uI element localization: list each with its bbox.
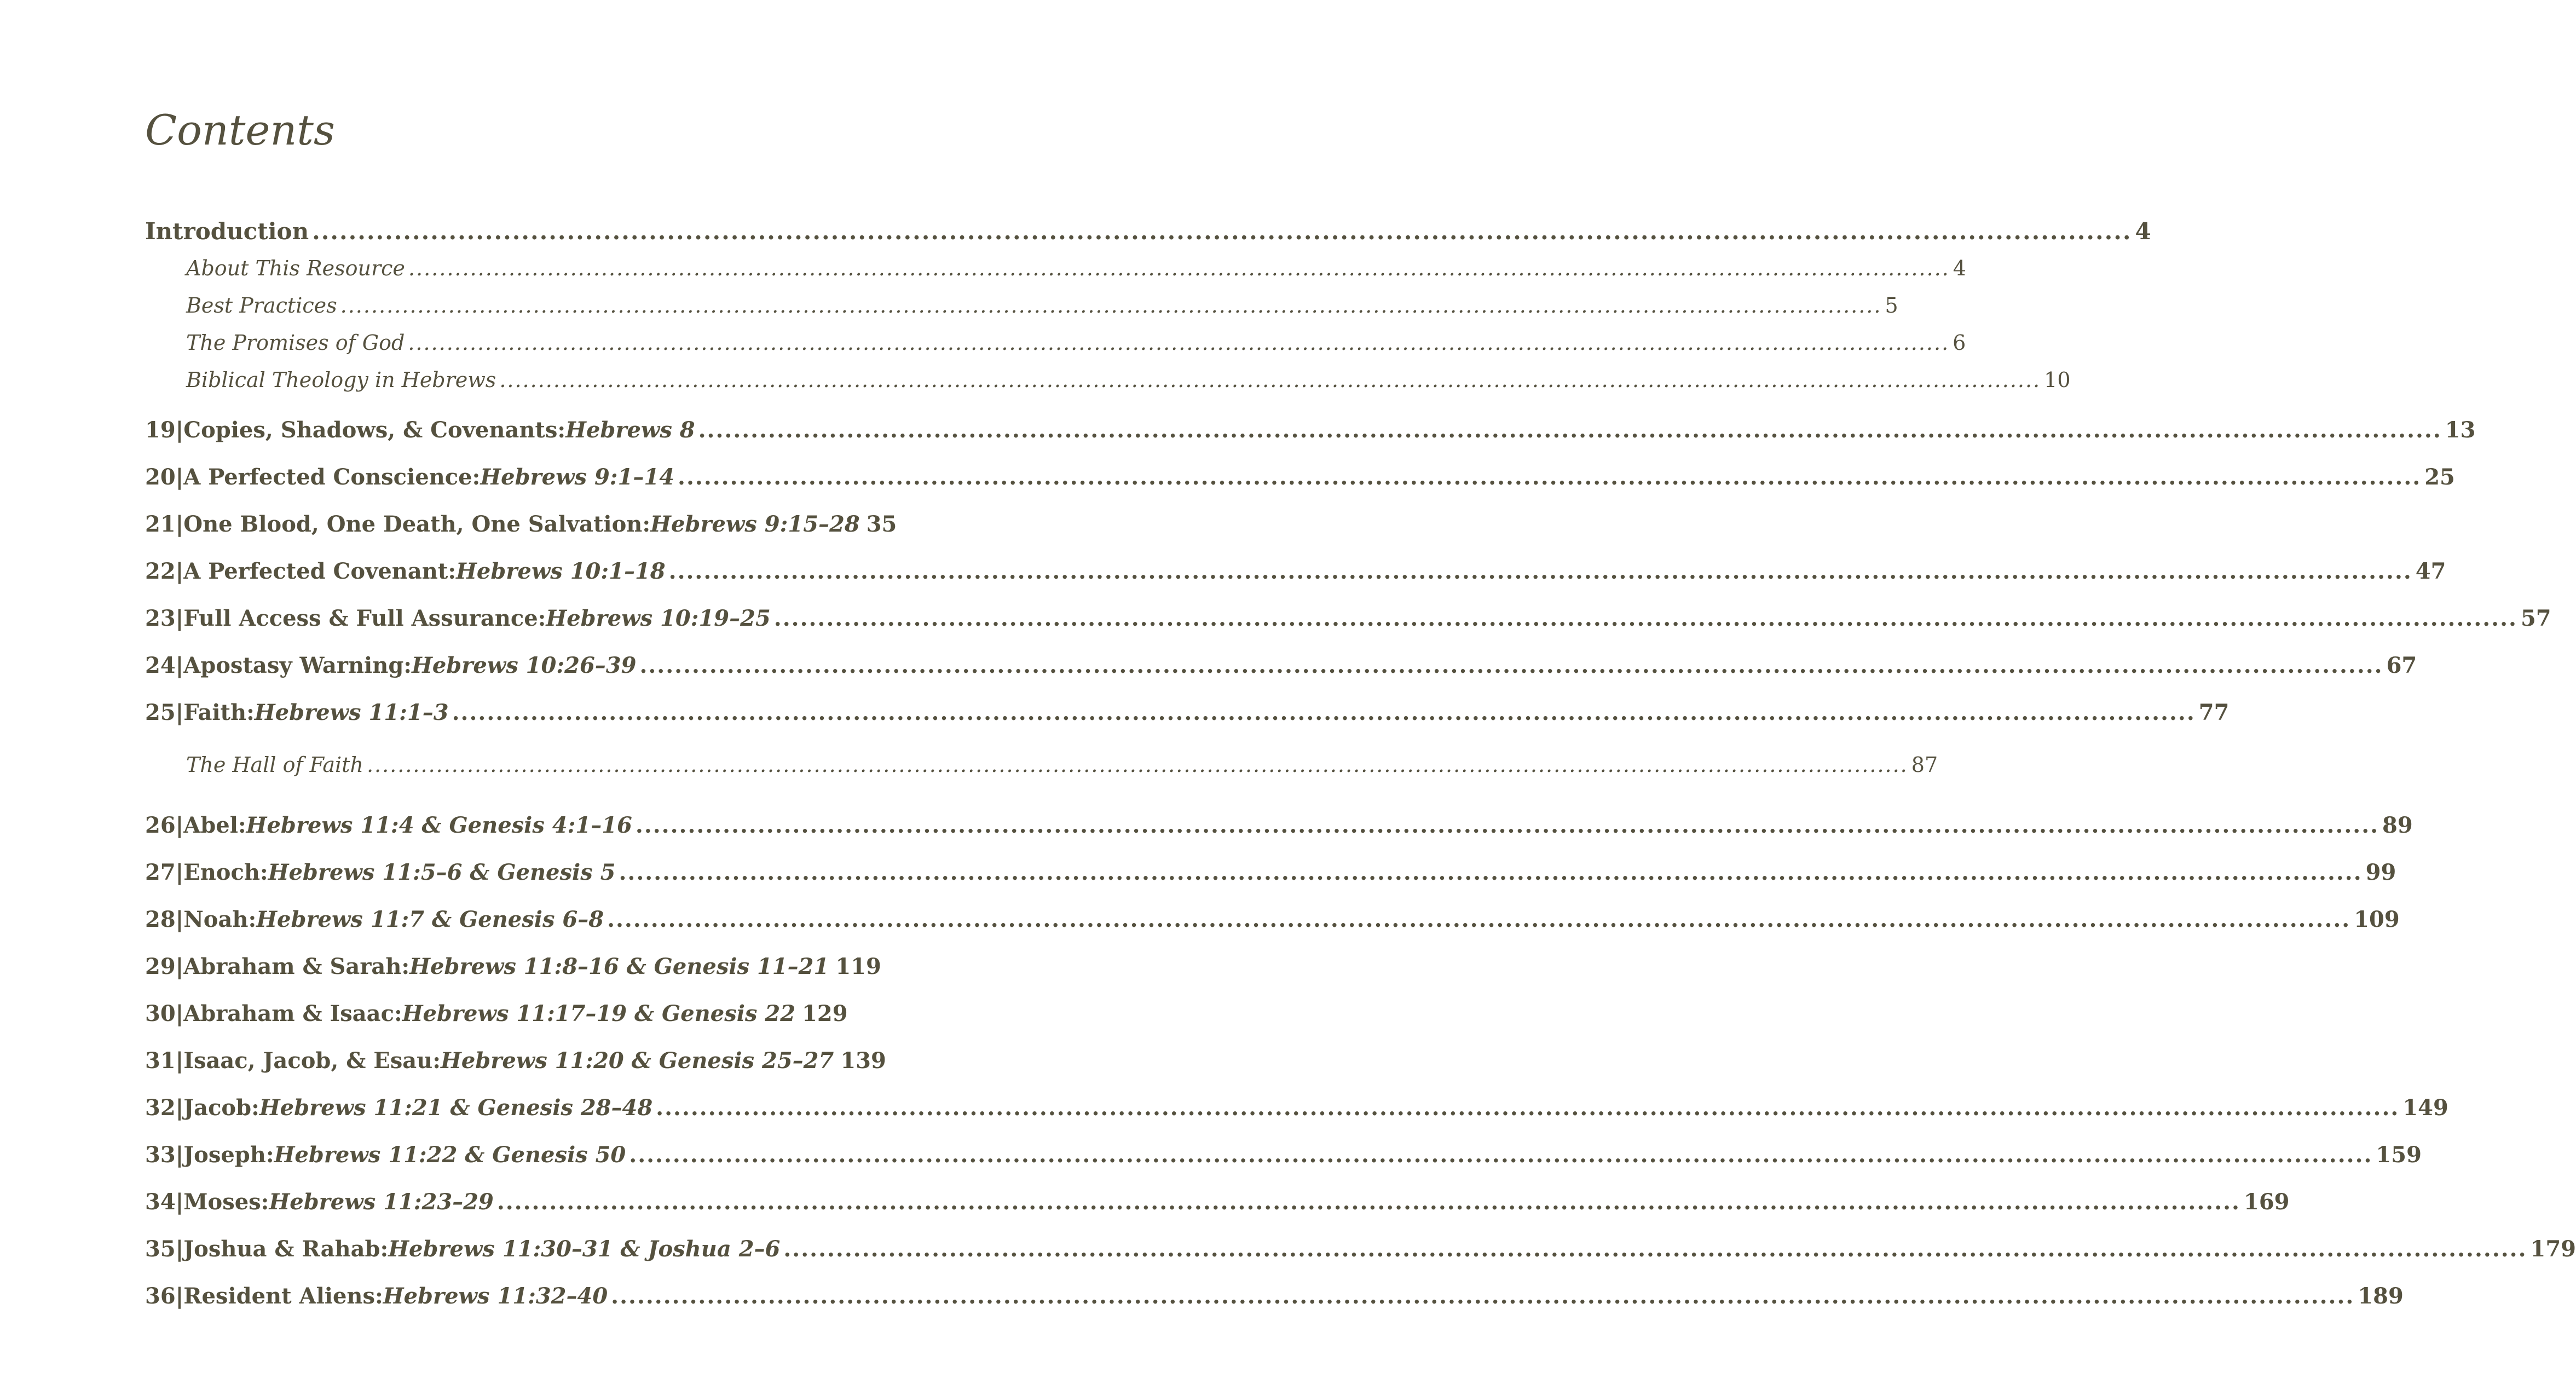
toc-page-number: 129 (802, 1001, 848, 1026)
dot-leader (629, 1142, 2372, 1168)
lesson-number: 31 (145, 1048, 176, 1074)
toc-page-number: 4 (1953, 256, 1966, 280)
toc-page-number: 169 (2243, 1189, 2290, 1215)
lesson-reference: Hebrews 11:22 & Genesis 50 (274, 1142, 626, 1168)
lesson-number: 20 (145, 464, 176, 490)
toc-lesson-entry[interactable] (145, 605, 2551, 638)
dot-leader (340, 293, 1882, 318)
toc-page-number: 189 (2358, 1283, 2404, 1309)
toc-lesson-entry[interactable] (145, 1283, 2404, 1316)
toc-entry-label: Best Practices (186, 293, 337, 318)
toc-page-number: 4 (2135, 218, 2151, 245)
toc-lesson-entry[interactable] (145, 1095, 2448, 1128)
lesson-number: 19 (145, 417, 176, 443)
toc-page-number: 47 (2415, 558, 2446, 584)
lesson-number: 35 (145, 1236, 176, 1262)
lesson-reference: Hebrews 11:21 & Genesis 28–48 (259, 1095, 653, 1121)
toc-page-number: 25 (2424, 464, 2455, 490)
lesson-title: Jacob: (183, 1095, 259, 1121)
toc-lesson-entry[interactable] (145, 907, 2400, 939)
dot-leader (452, 700, 2196, 725)
lesson-number: 22 (145, 558, 176, 584)
lesson-separator: | (175, 812, 184, 838)
lesson-number: 21 (145, 511, 176, 537)
lesson-title: Isaac, Jacob, & Esau: (183, 1048, 441, 1074)
toc-lesson-entry[interactable] (145, 700, 2230, 732)
lesson-title: Moses: (183, 1189, 269, 1215)
toc-subentry[interactable] (145, 368, 2071, 401)
lesson-reference: Hebrews 11:1–3 (254, 700, 449, 725)
toc-entry-label: About This Resource (186, 256, 405, 280)
toc-lesson-entry[interactable] (145, 653, 2417, 685)
lesson-number: 26 (145, 812, 176, 838)
lesson-separator: | (175, 1001, 184, 1026)
lesson-number: 27 (145, 859, 176, 885)
lesson-separator: | (175, 1236, 184, 1262)
toc-page-number: 10 (2044, 368, 2071, 392)
lesson-separator: | (175, 1283, 184, 1309)
lesson-number: 33 (145, 1142, 176, 1168)
lesson-reference: Hebrews 10:26–39 (412, 653, 637, 678)
lesson-number: 36 (145, 1283, 176, 1309)
toc-page-number: 89 (2382, 812, 2413, 838)
dot-leader (408, 331, 1949, 355)
lesson-title: Resident Aliens: (183, 1283, 383, 1309)
lesson-title: A Perfected Covenant: (183, 558, 457, 584)
toc-page-number: 159 (2376, 1142, 2422, 1168)
toc-lesson-entry[interactable] (145, 1048, 886, 1081)
lesson-reference: Hebrews 8 (565, 417, 695, 443)
lesson-number: 24 (145, 653, 176, 678)
lesson-title: Joseph: (183, 1142, 274, 1168)
lesson-separator: | (175, 464, 184, 490)
lesson-separator: | (175, 859, 184, 885)
lesson-separator: | (175, 907, 184, 932)
toc-page-number: 139 (840, 1048, 886, 1074)
lesson-number: 30 (145, 1001, 176, 1026)
dot-leader (774, 605, 2517, 631)
toc-lesson-entry[interactable] (145, 511, 897, 544)
lesson-number: 28 (145, 907, 176, 932)
toc-lesson-entry[interactable] (145, 954, 881, 987)
lesson-separator: | (175, 1189, 184, 1215)
lesson-title: Abel: (183, 812, 246, 838)
toc-lesson-entry[interactable] (145, 859, 2396, 892)
lesson-reference: Hebrews 11:8–16 & Genesis 11–21 (409, 954, 829, 979)
toc-page-number: 109 (2354, 907, 2400, 932)
toc-subentry[interactable] (145, 256, 1966, 289)
dot-leader (611, 1283, 2354, 1309)
dot-leader (607, 907, 2350, 932)
lesson-title: Faith: (183, 700, 255, 725)
lesson-reference: Hebrews 11:4 & Genesis 4:1–16 (246, 812, 632, 838)
lesson-title: Joshua & Rahab: (183, 1236, 389, 1262)
lesson-number: 23 (145, 605, 176, 631)
dot-leader (636, 812, 2379, 838)
toc-entry-label: The Promises of God (186, 331, 405, 355)
toc-subentry[interactable] (145, 331, 1966, 364)
toc-page-number: 5 (1885, 293, 1898, 318)
toc-page-number: 179 (2530, 1236, 2576, 1262)
lesson-separator: | (175, 511, 184, 537)
toc-lesson-entry[interactable] (145, 812, 2413, 845)
toc-lesson-entry[interactable] (145, 1142, 2422, 1175)
toc-entry-label: Biblical Theology in Hebrews (186, 368, 496, 392)
dot-leader (408, 256, 1950, 280)
lesson-number: 32 (145, 1095, 176, 1121)
lesson-reference: Hebrews 11:32–40 (383, 1283, 608, 1309)
lesson-reference: Hebrews 11:23–29 (269, 1189, 494, 1215)
lesson-reference: Hebrews 10:19–25 (546, 605, 771, 631)
lesson-separator: | (175, 417, 184, 443)
toc-page-number: 87 (1911, 753, 1938, 777)
dot-leader (497, 1189, 2240, 1215)
lesson-separator: | (175, 558, 184, 584)
dot-leader (669, 558, 2412, 584)
dot-leader (499, 368, 2041, 392)
lesson-separator: | (175, 700, 184, 725)
lesson-separator: | (175, 1048, 184, 1074)
toc-page-number: 119 (835, 954, 881, 979)
lesson-title: Apostasy Warning: (183, 653, 412, 678)
lesson-separator: | (175, 1142, 184, 1168)
lesson-number: 25 (145, 700, 176, 725)
toc-page-number: 149 (2402, 1095, 2448, 1121)
toc-entry-introduction[interactable] (145, 218, 2151, 251)
lesson-reference: Hebrews 11:17–19 & Genesis 22 (402, 1001, 796, 1026)
lesson-title: One Blood, One Death, One Salvation: (183, 511, 651, 537)
lesson-title: Abraham & Sarah: (183, 954, 410, 979)
toc-page-number: 13 (2445, 417, 2476, 443)
toc-page-number: 99 (2365, 859, 2396, 885)
toc-page-number: 67 (2386, 653, 2417, 678)
dot-leader (619, 859, 2363, 885)
lesson-title: Noah: (183, 907, 257, 932)
lesson-separator: | (175, 954, 184, 979)
toc-lesson-entry[interactable] (145, 1189, 2290, 1222)
toc-lesson-entry[interactable] (145, 1236, 2576, 1269)
lesson-reference: Hebrews 9:15–28 (650, 511, 860, 537)
lesson-reference: Hebrews 11:30–31 & Joshua 2–6 (388, 1236, 781, 1262)
dot-leader (698, 417, 2442, 443)
lesson-reference: Hebrews 11:20 & Genesis 25–27 (441, 1048, 834, 1074)
toc-lesson-entry[interactable] (145, 417, 2476, 450)
lesson-reference: Hebrews 11:5–6 & Genesis 5 (268, 859, 616, 885)
toc-lesson-entry[interactable] (145, 464, 2455, 497)
lesson-number: 34 (145, 1189, 176, 1215)
lesson-title: Abraham & Isaac: (183, 1001, 402, 1026)
toc-page-number: 77 (2198, 700, 2230, 725)
lesson-reference: Hebrews 10:1–18 (456, 558, 666, 584)
lesson-separator: | (175, 653, 184, 678)
lesson-title: A Perfected Conscience: (183, 464, 481, 490)
dot-leader (783, 1236, 2527, 1262)
toc-lesson-entry[interactable] (145, 1001, 846, 1034)
lesson-title: Full Access & Full Assurance: (183, 605, 546, 631)
dot-leader (678, 464, 2421, 490)
toc-lesson-entry[interactable] (145, 558, 2446, 591)
lesson-number: 29 (145, 954, 176, 979)
dot-leader (639, 653, 2383, 678)
lesson-reference: Hebrews 11:7 & Genesis 6–8 (256, 907, 604, 932)
lesson-separator: | (175, 1095, 184, 1121)
toc-page-number: 57 (2520, 605, 2551, 631)
toc-page-number: 6 (1953, 331, 1966, 355)
dot-leader (367, 753, 1908, 777)
toc-entry-label: The Hall of Faith (186, 753, 363, 777)
toc-entry-label: Introduction (145, 218, 309, 245)
toc-subentry[interactable] (145, 293, 1898, 326)
lesson-reference: Hebrews 9:1–14 (480, 464, 675, 490)
page-title: Contents (145, 106, 335, 154)
dot-leader (656, 1095, 2399, 1121)
dot-leader (312, 218, 2132, 245)
toc-page-number: 35 (866, 511, 897, 537)
lesson-title: Enoch: (183, 859, 268, 885)
toc-subentry-hall-of-faith[interactable] (145, 753, 1938, 786)
lesson-separator: | (175, 605, 184, 631)
lesson-title: Copies, Shadows, & Covenants: (183, 417, 566, 443)
